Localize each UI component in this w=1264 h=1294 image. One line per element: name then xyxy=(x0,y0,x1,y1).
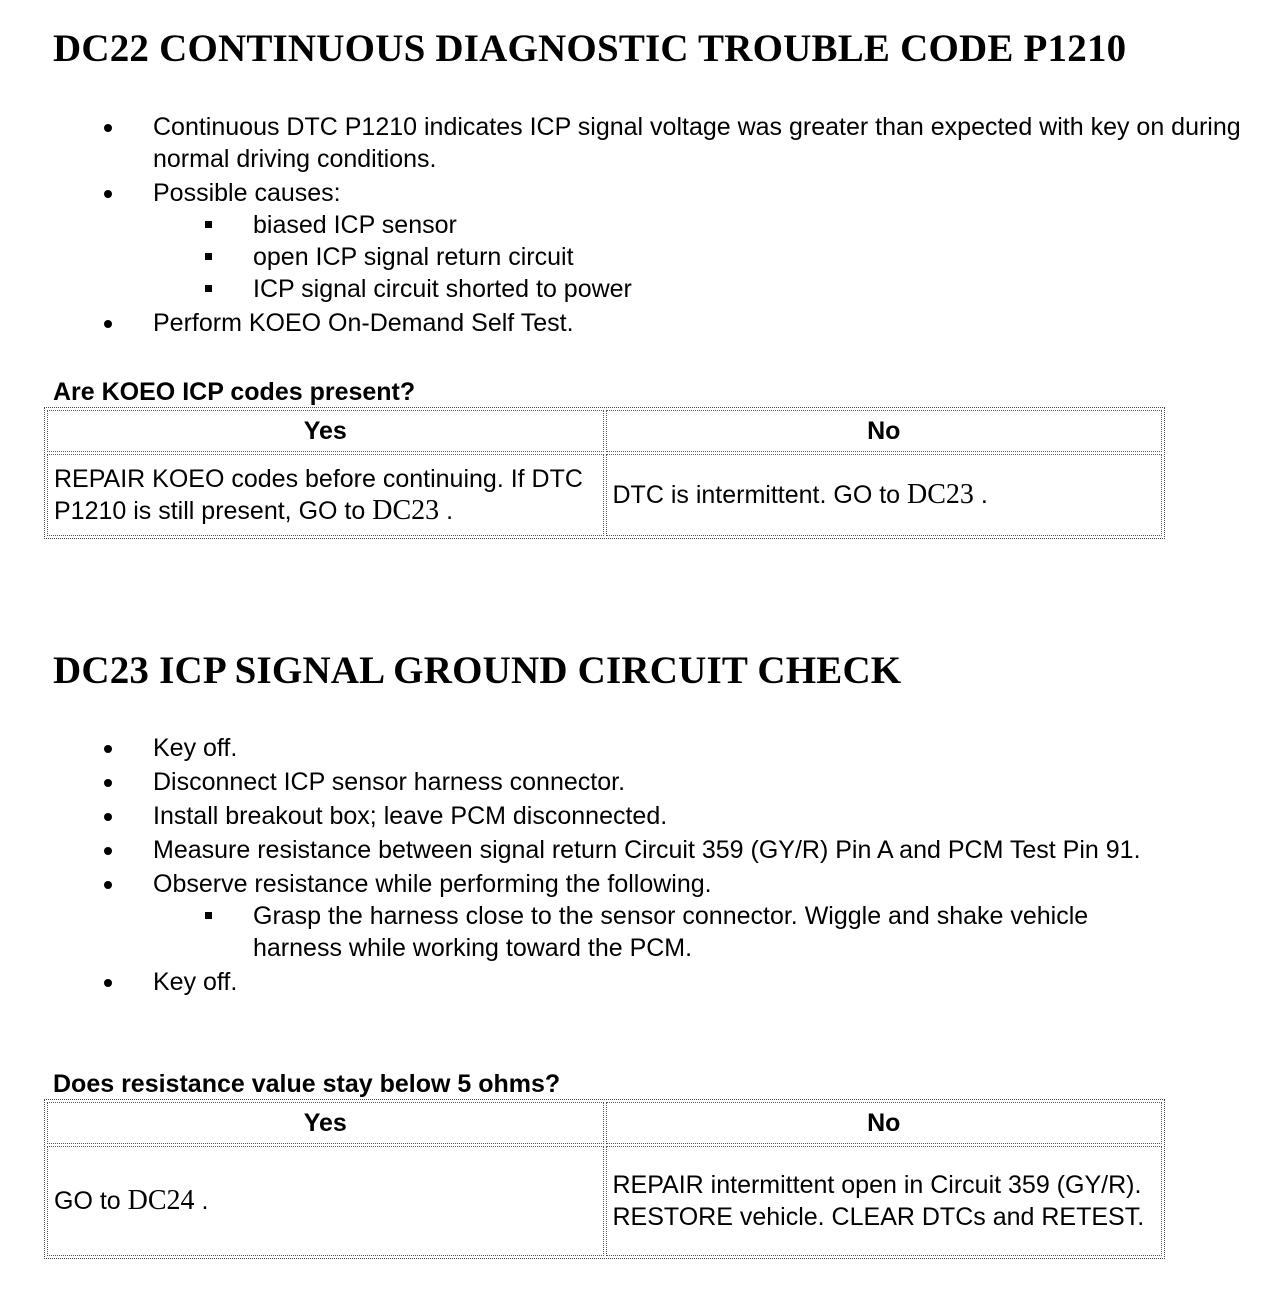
bullet-icon xyxy=(104,979,112,987)
no-header: No xyxy=(606,410,1163,452)
no-cell xyxy=(606,1146,1163,1256)
square-bullet-icon xyxy=(205,285,212,292)
list-item-text: Key off. xyxy=(153,968,238,996)
yes-cell-end: . xyxy=(439,497,454,525)
yes-cell-text: GO to xyxy=(54,1187,121,1215)
list-item xyxy=(0,800,1264,832)
list-item xyxy=(0,732,1264,764)
sub-list-item-text: biased ICP sensor xyxy=(253,211,457,239)
table-row xyxy=(47,454,1162,536)
bullet-icon xyxy=(104,813,112,821)
dc23-link[interactable]: DC23 xyxy=(907,479,974,510)
sub-list-item-text: Grasp the harness close to the sensor connector. Wiggle and shake vehicle harness while working toward the PCM. xyxy=(253,902,1089,962)
no-cell-text: DTC is intermittent. GO to xyxy=(612,481,901,509)
decision-question: Are KOEO ICP codes present? xyxy=(53,378,416,406)
list-item xyxy=(0,111,1264,175)
list-item-text: Install breakout box; leave PCM disconnected. xyxy=(153,802,668,830)
square-bullet-icon xyxy=(205,221,212,228)
bullet-icon xyxy=(104,745,112,753)
dc23-link[interactable]: DC23 xyxy=(372,495,440,526)
yes-header: Yes xyxy=(47,1102,604,1144)
list-item-text: Measure resistance between signal return Circuit 359 (GY/R) Pin A and PCM Test Pin 91. xyxy=(153,836,1141,864)
section-title: DC22 CONTINUOUS DIAGNOSTIC TROUBLE CODE P1210 xyxy=(53,27,1127,70)
list-item xyxy=(0,966,1264,998)
no-cell-end: . xyxy=(973,481,988,509)
yes-cell-text: REPAIR KOEO codes before continuing. If DTC P1210 is still present, GO to xyxy=(54,465,583,525)
table-header-row xyxy=(47,1102,1162,1144)
sub-list-item xyxy=(0,209,1244,241)
sub-list xyxy=(153,900,1244,964)
sub-list-item-text: ICP signal circuit shorted to power xyxy=(253,275,632,303)
sub-list xyxy=(153,209,1244,305)
bullet-icon xyxy=(104,320,112,328)
list-item-text: Observe resistance while performing the following. xyxy=(153,870,712,898)
table-header-row xyxy=(47,410,1162,452)
bullet-icon xyxy=(104,779,112,787)
list-item xyxy=(0,766,1264,798)
square-bullet-icon xyxy=(205,253,212,260)
list-item xyxy=(0,834,1264,866)
list-item xyxy=(0,868,1264,964)
no-cell-text: REPAIR intermittent open in Circuit 359 (GY/R). RESTORE vehicle. CLEAR DTCs and RETEST. xyxy=(612,1171,1145,1231)
yes-cell xyxy=(47,1146,604,1256)
sub-list-item xyxy=(0,900,1244,964)
list-item-text: Perform KOEO On-Demand Self Test. xyxy=(153,309,574,337)
bullet-icon xyxy=(104,124,112,132)
decision-table xyxy=(44,407,1165,539)
sub-list-item xyxy=(0,273,1244,305)
section-title: DC23 ICP SIGNAL GROUND CIRCUIT CHECK xyxy=(53,649,902,692)
table-row xyxy=(47,1146,1162,1256)
dc24-link[interactable]: DC24 xyxy=(127,1185,195,1216)
yes-header: Yes xyxy=(47,410,604,452)
decision-question: Does resistance value stay below 5 ohms? xyxy=(53,1070,561,1098)
list-item-text: Disconnect ICP sensor harness connector. xyxy=(153,768,626,796)
no-header: No xyxy=(606,1102,1163,1144)
list-item-text: Possible causes: xyxy=(153,179,341,207)
no-cell xyxy=(606,454,1163,536)
list-item xyxy=(0,307,1264,339)
list-item-text: Continuous DTC P1210 indicates ICP signal voltage was greater than expected with key on during normal driving conditions. xyxy=(153,113,1241,173)
sub-list-item-text: open ICP signal return circuit xyxy=(253,243,574,271)
square-bullet-icon xyxy=(205,912,212,919)
bullet-icon xyxy=(104,881,112,889)
yes-cell xyxy=(47,454,604,536)
instruction-list xyxy=(0,732,1264,1000)
decision-table xyxy=(44,1099,1165,1259)
bullet-icon xyxy=(104,190,112,198)
yes-cell-end: . xyxy=(194,1187,209,1215)
list-item-text: Key off. xyxy=(153,734,238,762)
instruction-list xyxy=(0,111,1264,341)
list-item xyxy=(0,177,1264,305)
sub-list-item xyxy=(0,241,1244,273)
bullet-icon xyxy=(104,847,112,855)
